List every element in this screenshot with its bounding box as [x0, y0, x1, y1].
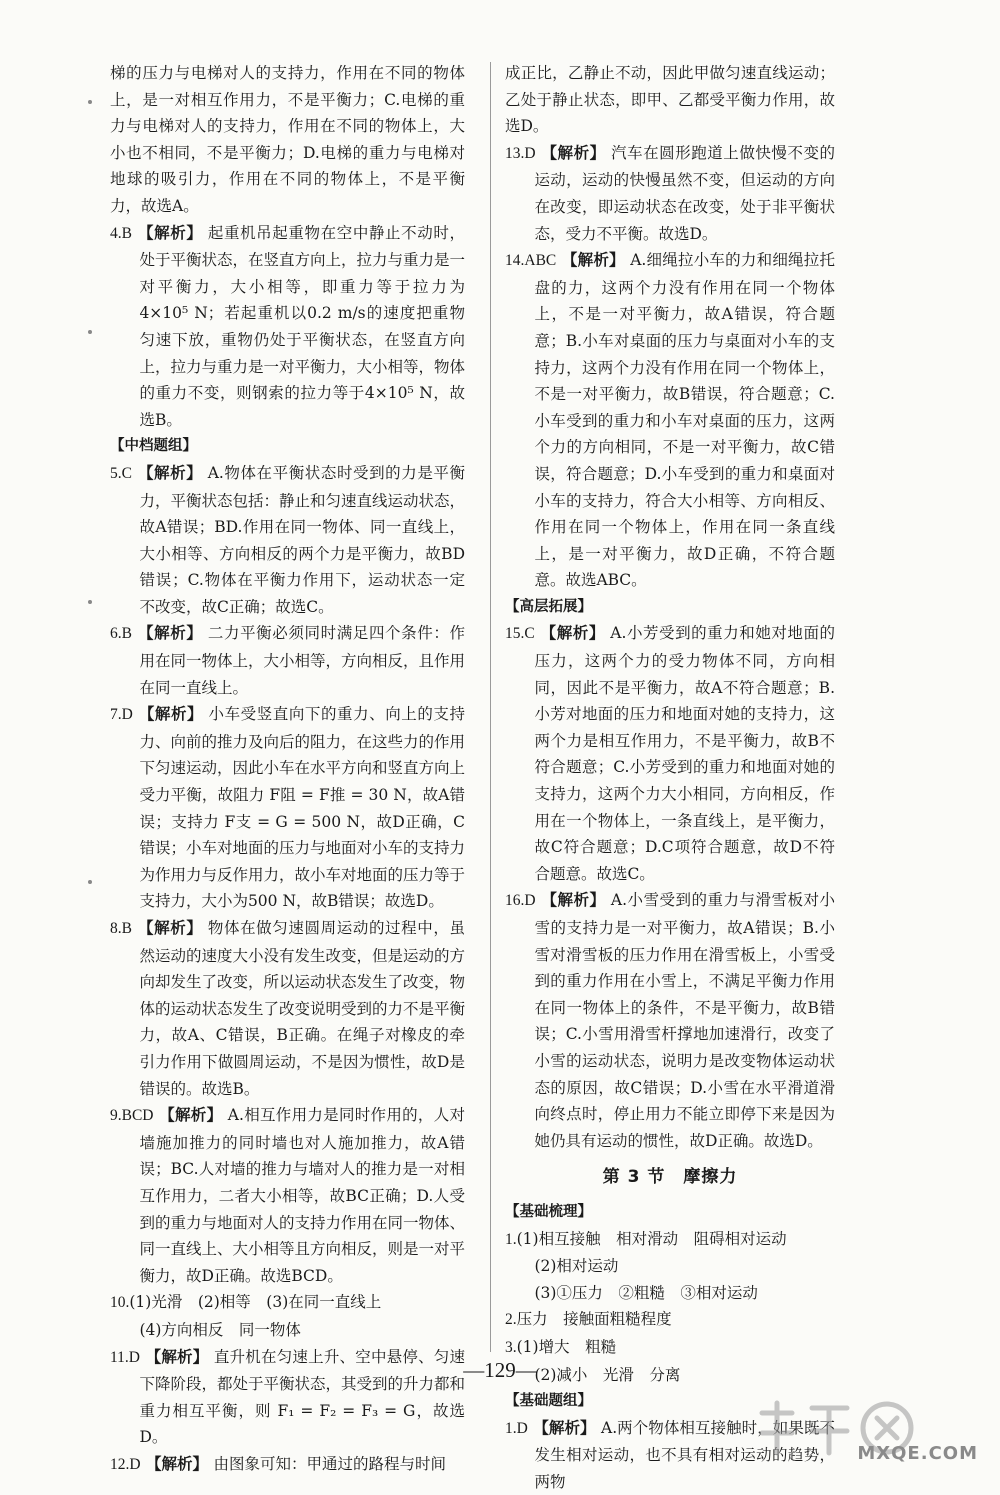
analysis-tag: 【解析】: [146, 1453, 209, 1473]
answer-entry: [505, 1306, 835, 1334]
section-heading: 【基础梳理】: [505, 1203, 592, 1220]
answer-number: 4.B: [110, 224, 132, 242]
answer-number: 1.D: [505, 1419, 528, 1437]
analysis-tag: 【解析】: [137, 918, 203, 937]
answer-number: 7.D: [110, 706, 133, 724]
left-column: [110, 60, 465, 1478]
answer-entry: [505, 247, 835, 594]
answer-continuation: 成正比，乙静止不动，因此甲做匀速直线运动；乙处于静止状态，即甲、乙都受平衡力作用，故选D。: [505, 64, 835, 136]
answer-entry: [110, 220, 465, 434]
analysis-tag: 【解析】: [561, 250, 625, 270]
margin-mark: [88, 330, 92, 334]
answer-text: (1)光滑 (2)相等 (3)在同一直线上: [129, 1293, 382, 1312]
answer-number: 3.: [505, 1338, 517, 1356]
answer-entry: [110, 1102, 465, 1289]
section-heading: 【中档题组】: [110, 438, 197, 455]
answer-text: A.两个物体相互接触时，如果既不发生相对运动，也不具有相对运动的趋势，两物: [534, 1418, 835, 1491]
analysis-tag: 【解析】: [541, 890, 606, 910]
answer-entry: [110, 1451, 465, 1479]
analysis-tag: 【解析】: [541, 142, 606, 162]
answer-number: 2.: [505, 1311, 517, 1329]
answer-entry: [505, 1226, 835, 1254]
answer-number: 6.B: [110, 625, 132, 643]
section-heading: 【高层拓展】: [505, 598, 592, 615]
margin-mark: [88, 100, 92, 104]
answer-entry: [110, 620, 465, 701]
answer-text: 小车受竖直向下的重力、向上的支持力、向前的推力及向后的阻力，在这些力的作用下匀速运动，因此小车在水平方向和竖直方向上受力平衡，故阻力 F阻 = F推 = 30 N，故A错误；支持力 F支 = G = 500 N，故D正确，C错误；小车对地面的压力与地面对小车的支持力为作用力与反作用力，故小车对地面的压力等于支持力，大小为500 N，故B错误；故选D。: [139, 705, 465, 911]
analysis-tag: 【解析】: [137, 462, 203, 482]
answer-text: A.相互作用力是同时作用的，人对墙施加推力的同时墙也对人施加推力，故A错误；BC.人对墙的推力与墙对人的推力是一对相互作用力，二者大小相等，故BC正确；D.人受到的重力与地面对人的支持力作用在同一物体、同一直线上、大小相等且方向相反，则是一对平衡力，故D正确。故选BCD。: [139, 1106, 465, 1285]
analysis-tag: 【解析】: [540, 623, 605, 643]
answer-entry: [505, 887, 835, 1154]
analysis-tag: 【解析】: [137, 222, 203, 242]
answer-number: 15.C: [505, 625, 535, 643]
answer-text: 由图象可知：甲通过的路程与时间: [213, 1454, 446, 1473]
answer-text: 二力平衡必须同时满足四个条件：作用在同一物体上，大小相等，方向相反，且作用在同一直线上。: [139, 624, 465, 697]
answer-number: 1.: [505, 1230, 517, 1248]
answer-number: 10.: [110, 1294, 130, 1312]
answer-entry: [110, 701, 465, 915]
right-column: [505, 60, 835, 1495]
answer-text: 起重机吊起重物在空中静止不动时，处于平衡状态，在竖直方向上，拉力与重力是一对平衡力，大小相等，即重力等于拉力为4×10⁵ N；若起重机以0.2 m/s的速度把重物匀速下放，重物仍处于平衡状态，在竖直方向上，拉力与重力是一对平衡力，大小相等，物体的重力不变，则钢索的拉力等于4×10⁵ N，故选B。: [139, 223, 465, 429]
answer-number: 13.D: [505, 144, 536, 162]
answer-subline: (4)方向相反 同一物体: [139, 1320, 301, 1339]
answer-subline: (2)相对运动: [534, 1257, 619, 1276]
answer-text: (1)增大 粗糙: [516, 1337, 617, 1356]
answer-subline: (2)减小 光滑 分离: [534, 1365, 681, 1384]
margin-mark: [88, 880, 92, 884]
answer-text: A.小雪受到的重力与滑雪板对小雪的支持力是一对平衡力，故A错误；B.小雪对滑雪板的压力作用在滑雪板上，小雪受到的重力作用在小雪上，不满足平衡力作用在同一物体上的条件，不是平衡力，故B错误；C.小雪用滑雪杆撑地加速滑行，改变了小雪的运动状态，说明力是改变物体运动状态的原因，故C错误；D.小雪在水平滑道滑向终点时，停止用力不能立即停下来是因为她仍具有运动的惯性，故D正确。故选D。: [534, 891, 835, 1150]
answer-number: 16.D: [505, 892, 536, 910]
answer-text: A.小芳受到的重力和她对地面的压力，这两个力的受力物体不同，方向相同，因此不是平衡力，故A不符合题意；B.小芳对地面的压力和地面对她的支持力，这两个力是相互作用力，不是平衡力，故B不符合题意；C.小芳受到的重力和地面对她的支持力，这两个力大小相同，方向相反，作用在一个物体上，一条直线上，是平衡力，故C符合题意；D.C项符合题意，故D不符合题意。故选C。: [534, 624, 835, 883]
answer-text: A.细绳拉小车的力和细绳拉托盘的力，这两个力没有作用在同一个物体上，不是一对平衡力，故A错误，符合题意；B.小车对桌面的压力与桌面对小车的支持力，这两个力没有作用在同一个物体上，不是一对平衡力，故B错误，符合题意；C.小车受到的重力和小车对桌面的压力，这两个力的方向相同，不是一对平衡力，故C错误，符合题意；D.小车受到的重力和桌面对小车的支持力，符合大小相等、方向相反、作用在同一个物体上，作用在同一条直线上，是一对平衡力，故D正确，不符合题意。故选ABC。: [534, 251, 835, 590]
answer-continuation: 梯的压力与电梯对人的支持力，作用在不同的物体上，是一对相互作用力，不是平衡力；C.电梯的重力与电梯对人的支持力，作用在不同的物体上，大小也不相同，不是平衡力；D.电梯的重力与电梯对地球的吸引力，作用在不同的物体上，不是平衡力，故选A。: [110, 64, 465, 215]
section-heading: 【基础题组】: [505, 1393, 592, 1410]
answer-entry: [110, 1289, 465, 1317]
answer-number: 9.BCD: [110, 1107, 154, 1125]
answer-text: (1)相互接触 相对滑动 阻碍相对运动: [516, 1229, 787, 1248]
answer-number: 11.D: [110, 1348, 140, 1366]
analysis-tag: 【解析】: [138, 704, 204, 724]
answer-text: A.物体在平衡状态时受到的力是平衡力，平衡状态包括：静止和匀速直线运动状态，故A错误；BD.作用在同一物体、同一直线上，大小相等、方向相反的两个力是平衡力，故BD错误；C.物体在平衡力作用下，运动状态一定不改变，故C正确；故选C。: [139, 463, 465, 616]
answer-entry: [110, 915, 465, 1102]
answer-text: 汽车在圆形跑道上做快慢不变的运动，运动的快慢虽然不变，但运动的方向在改变，即运动状态在改变，处于非平衡状态，受力不平衡。故选D。: [534, 143, 835, 243]
answer-number: 8.B: [110, 920, 132, 937]
margin-mark: [88, 600, 92, 604]
answer-entry: [110, 460, 465, 621]
answer-number: 5.C: [110, 464, 132, 482]
answer-number: 14.ABC: [505, 252, 557, 270]
analysis-tag: 【解析】: [158, 1105, 223, 1125]
analysis-tag: 【解析】: [137, 623, 203, 643]
answer-entry: [505, 620, 835, 887]
answer-number: 12.D: [110, 1455, 141, 1473]
page-number: —129—: [463, 1358, 537, 1382]
watermark-url: MXQE.COM: [857, 1443, 978, 1464]
chapter-title: 第 3 节 摩擦力: [602, 1167, 738, 1188]
column-divider: [490, 62, 491, 1352]
answer-entry: [505, 140, 835, 247]
analysis-tag: 【解析】: [145, 1346, 209, 1366]
answer-text: 物体在做匀速圆周运动的过程中，虽然运动的速度大小没有发生改变，但是运动的方向却发生了改变，所以运动状态发生了改变，物体的运动状态发生了改变说明受到的力不是平衡力，故A、C错误，B正确。在绳子对橡皮的牵引力作用下做圆周运动，不是因为惯性，故D是错误的。故选B。: [139, 919, 465, 1098]
analysis-tag: 【解析】: [533, 1417, 596, 1437]
answer-subline: (3)①压力 ②粗糙 ③相对运动: [534, 1283, 758, 1302]
answer-text: 直升机在匀速上升、空中悬停、匀速下降阶段，都处于平衡状态，其受到的升力都和重力相互平衡，则 F₁ = F₂ = F₃ = G，故选D。: [139, 1347, 465, 1447]
answer-text: 压力 接触面粗糙程度: [516, 1310, 672, 1329]
